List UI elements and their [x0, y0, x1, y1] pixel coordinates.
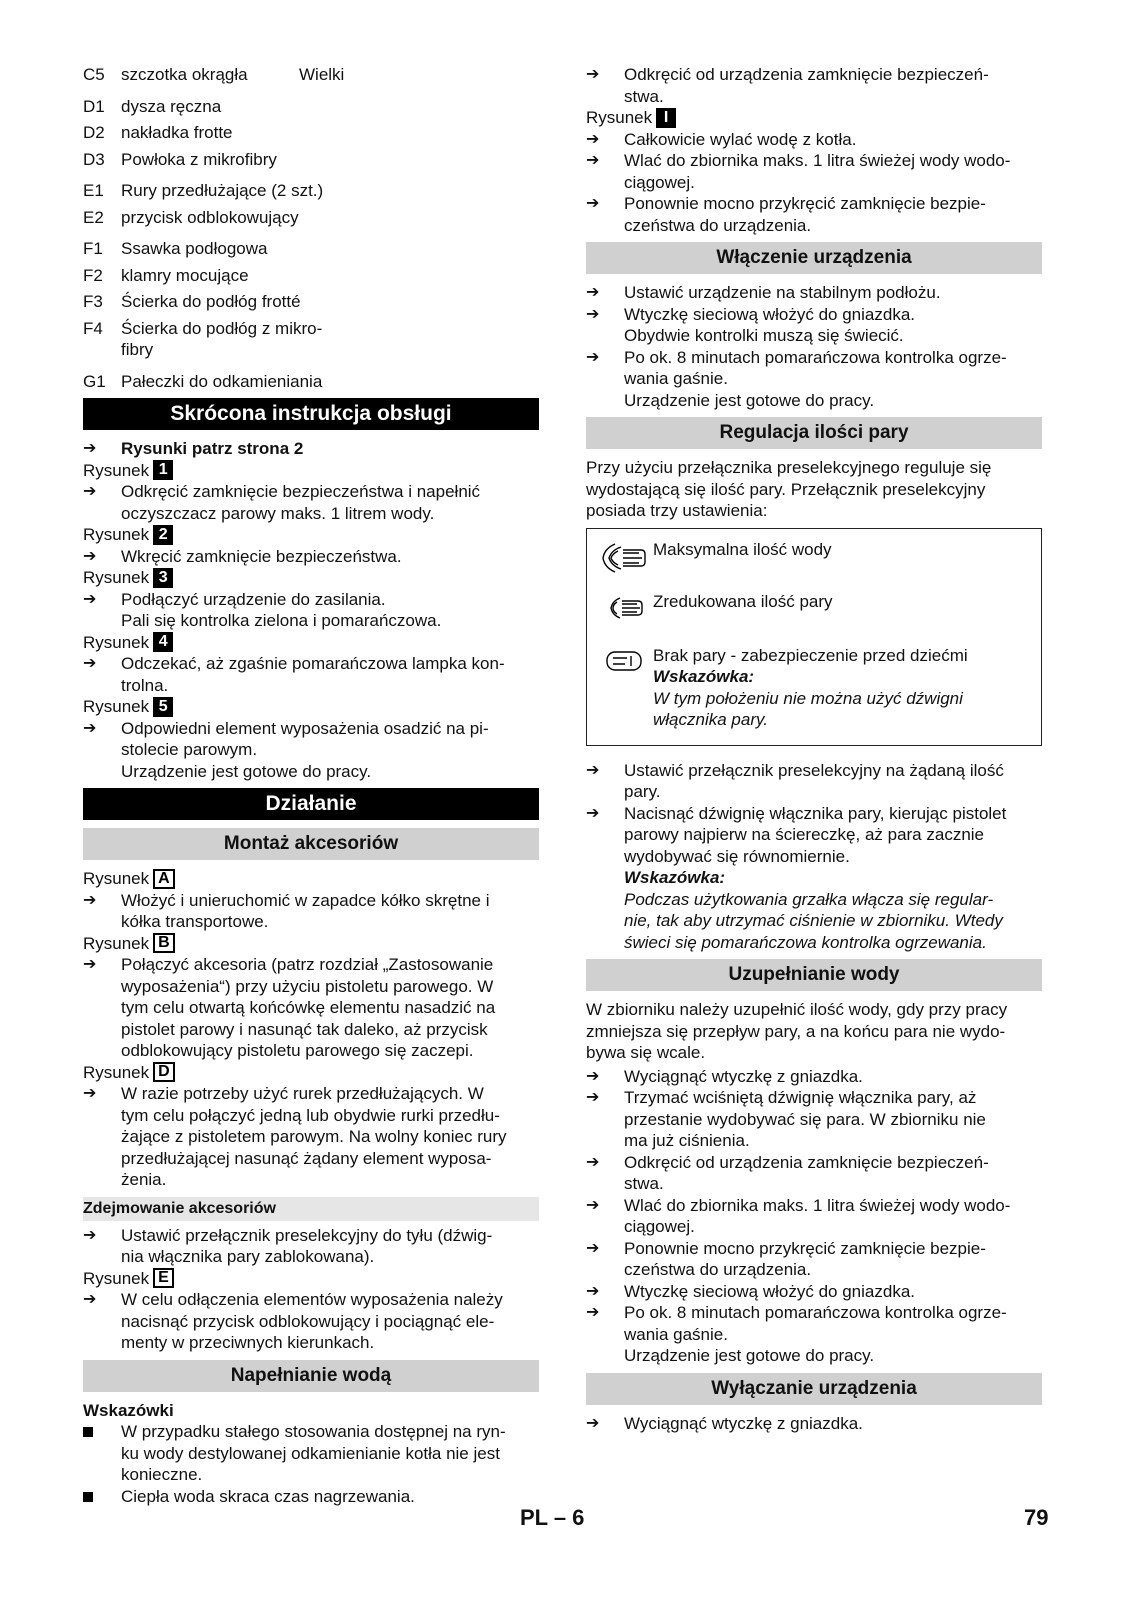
- arrow-icon: ➔: [83, 719, 97, 737]
- legend-text-line: Ścierka do podłóg z mikro-: [121, 318, 323, 338]
- step-line: Ponownie mocno przykręcić zamknięcie bezpie-: [624, 194, 986, 213]
- legend-row: [83, 265, 539, 287]
- legend-row: [83, 149, 539, 171]
- step: [83, 890, 539, 933]
- legend-code: D1: [83, 96, 105, 116]
- legend-text: Powłoka z mikrofibry: [121, 149, 277, 169]
- step-text: [624, 64, 1042, 107]
- step-line: stwa.: [624, 1174, 664, 1193]
- subsection-title-switch-off: Wyłączanie urządzenia: [586, 1373, 1042, 1405]
- legend-text: szczotka okrągła: [121, 65, 248, 84]
- step-text: [121, 954, 539, 1062]
- legend-code: F4: [83, 318, 103, 338]
- step-text: [624, 150, 1042, 193]
- figure-ref: [83, 933, 539, 955]
- figure-letter-badge: A: [153, 869, 175, 889]
- arrow-icon: ➔: [586, 305, 600, 323]
- step-text: [121, 1289, 539, 1354]
- figure-ref: [83, 696, 539, 718]
- arrow-icon: ➔: [586, 348, 600, 366]
- figure-ref: [83, 567, 539, 589]
- step: [83, 1289, 539, 1354]
- steam-settings-box: [586, 528, 1042, 746]
- note-label: Wskazówka:: [653, 667, 755, 686]
- arrow-icon: ➔: [83, 1291, 97, 1308]
- footer-page-number: 79: [1024, 1505, 1049, 1530]
- step-line: Urządzenie jest gotowe do pracy.: [624, 390, 875, 410]
- arrow-icon: ➔: [586, 1414, 600, 1432]
- paragraph-line: Przy użyciu przełącznika preselekcyjnego reguluje się: [586, 458, 992, 477]
- subsection-title-switch-on: Włączenie urządzenia: [586, 242, 1042, 274]
- arrow-icon: ➔: [586, 1304, 600, 1321]
- setting-line: Brak pary - zabezpieczenie przed dziećmi: [653, 645, 968, 665]
- step-text: [624, 1087, 1042, 1152]
- figure-letter-badge: I: [656, 108, 676, 128]
- step: [586, 193, 1042, 236]
- step: [586, 1066, 1042, 1088]
- step: [83, 653, 539, 696]
- legend-row: [83, 180, 539, 202]
- arrow-icon: ➔: [586, 1153, 600, 1171]
- figure-label: Rysunek: [586, 108, 653, 127]
- left-column: [83, 64, 539, 1507]
- step-text: [121, 653, 539, 696]
- step: [586, 1413, 1042, 1435]
- step-line: W razie potrzeby użyć rurek przedłużających. W: [121, 1084, 484, 1103]
- figure-letter-badge: E: [153, 1268, 174, 1288]
- step: [83, 589, 539, 632]
- step-line: trolna.: [121, 675, 169, 695]
- step-line: Odkręcić zamknięcie bezpieczeństwa i napełnić: [121, 482, 481, 501]
- step-line: Włożyć i unieruchomić w zapadce kółko skrętne i: [121, 890, 490, 910]
- legend-text: klamry mocujące: [121, 265, 249, 285]
- step: [83, 481, 539, 524]
- figure-label: Rysunek: [83, 460, 150, 480]
- note-line: W tym położeniu nie można użyć dźwigni: [653, 688, 963, 708]
- step-text: [121, 718, 539, 783]
- step-line: pary.: [624, 782, 661, 801]
- figure-ref: [83, 524, 539, 546]
- legend-text: Pałeczki do odkamieniania: [121, 371, 323, 391]
- bullet-line: W przypadku stałego stosowania dostępnej na ryn-: [121, 1422, 506, 1441]
- setting-text: [653, 645, 1031, 731]
- step: [83, 718, 539, 783]
- step-line: ciągowej.: [624, 172, 695, 192]
- step-line: Trzymać wciśniętą dźwignię włącznika pary, aż: [624, 1088, 977, 1107]
- step: [83, 1083, 539, 1191]
- figure-number-badge: 4: [153, 632, 173, 652]
- step-text: [121, 481, 539, 524]
- figure-label: Rysunek: [83, 1062, 150, 1082]
- legend-code: F1: [83, 239, 103, 258]
- footer-language-page: PL – 6: [520, 1505, 585, 1530]
- step-text: Ustawić urządzenie na stabilnym podłożu.: [624, 283, 941, 302]
- step-line: Odkręcić od urządzenia zamknięcie bezpieczeń-: [624, 1152, 989, 1172]
- step-line: Po ok. 8 minutach pomarańczowa kontrolka ogrze-: [624, 1303, 1007, 1322]
- figure-label: Rysunek: [83, 697, 150, 716]
- step: [83, 546, 539, 568]
- step: [586, 1152, 1042, 1195]
- step-line: W celu odłączenia elementów wyposażenia należy: [121, 1290, 503, 1309]
- arrow-icon: ➔: [586, 1282, 600, 1300]
- step-line: Wlać do zbiornika maks. 1 litra świeżej wody wodo-: [624, 151, 1011, 170]
- step-line: Ponownie mocno przykręcić zamknięcie bezpie-: [624, 1238, 986, 1258]
- step: [586, 282, 1042, 304]
- step: [586, 150, 1042, 193]
- legend-code: C5: [83, 65, 105, 84]
- step: [586, 129, 1042, 151]
- legend-code: D2: [83, 123, 105, 142]
- step-line: Po ok. 8 minutach pomarańczowa kontrolka ogrze-: [624, 347, 1007, 367]
- figure-letter-badge: B: [153, 933, 175, 953]
- bullet-line: ku wody destylowanej odkamienianie kotła nie jest: [121, 1443, 500, 1463]
- step-text: Wyciągnąć wtyczkę z gniazdka.: [624, 1413, 863, 1433]
- step-text: [121, 589, 539, 632]
- paragraph: [586, 999, 1042, 1064]
- figure-ref: [83, 868, 539, 890]
- step-line: nia włącznika pary zablokowana).: [121, 1247, 375, 1266]
- step-line: Ustawić przełącznik preselekcyjny na żądaną ilość: [624, 760, 1004, 780]
- bullet-line: konieczne.: [121, 1465, 203, 1484]
- paragraph-line: wydostającą się ilość pary. Przełącznik preselekcyjny: [586, 479, 986, 499]
- legend-code: F2: [83, 265, 103, 285]
- right-column: [586, 64, 1042, 1434]
- step-line: przestanie wydobywać się para. W zbiorniku nie: [624, 1109, 986, 1129]
- step-see-figures: [83, 438, 539, 460]
- parts-legend: [83, 64, 539, 392]
- step-text: Wyciągnąć wtyczkę z gniazdka.: [624, 1066, 863, 1086]
- step-text: [624, 304, 1042, 347]
- arrow-icon: ➔: [83, 440, 97, 457]
- step-line: stwa.: [624, 86, 664, 106]
- legend-text: Ssawka podłogowa: [121, 239, 268, 258]
- subsection-title-refill: Uzupełnianie wody: [586, 959, 1042, 991]
- step-text: [624, 347, 1042, 412]
- step-line: wania gaśnie.: [624, 369, 728, 388]
- step-text: [624, 803, 1042, 954]
- step-line: przedłużającej nasunąć żądany element wyposa-: [121, 1148, 492, 1168]
- step-text: Rysunki patrz strona 2: [121, 439, 304, 458]
- figure-ref: [83, 1062, 539, 1084]
- subsection-title-steam-regulation: Regulacja ilości pary: [586, 417, 1042, 449]
- step-line: Odpowiedni element wyposażenia osadzić na pi-: [121, 718, 489, 738]
- step-text: [624, 1238, 1042, 1281]
- bullet-square-icon: [83, 1421, 121, 1486]
- step-line: żające z pistoletem parowym. Na wolny koniec rury: [121, 1127, 507, 1146]
- arrow-icon: ➔: [586, 1239, 600, 1257]
- step-text: [624, 1302, 1042, 1367]
- step-line: Odkręcić od urządzenia zamknięcie bezpieczeń-: [624, 65, 989, 84]
- step-line: wydobywać się równomiernie.: [624, 846, 850, 866]
- figure-ref: [83, 632, 539, 654]
- figure-number-badge: 5: [153, 697, 173, 717]
- step-line: odblokowujący pistoletu parowego się zaczepi.: [121, 1041, 474, 1060]
- figure-number-badge: 1: [153, 460, 173, 480]
- notes-heading: Wskazówki: [83, 1400, 174, 1420]
- step-line: czeństwa do urządzenia.: [624, 215, 812, 235]
- arrow-icon: ➔: [83, 1226, 97, 1244]
- legend-row: [83, 371, 539, 393]
- step: [586, 1087, 1042, 1152]
- figure-label: Rysunek: [83, 1268, 150, 1288]
- step: [586, 760, 1042, 803]
- step-line: Urządzenie jest gotowe do pracy.: [121, 761, 372, 781]
- step-text: Wkręcić zamknięcie bezpieczeństwa.: [121, 546, 402, 566]
- legend-code: E2: [83, 207, 104, 227]
- legend-text: [121, 318, 322, 361]
- step-line: Odczekać, aż zgaśnie pomarańczowa lampka kon-: [121, 654, 505, 673]
- step-line: menty w przeciwnych kierunkach.: [121, 1333, 375, 1352]
- paragraph-line: posiada trzy ustawienia:: [586, 501, 768, 520]
- step-line: Pali się kontrolka zielona i pomarańczowa.: [121, 611, 442, 630]
- bullet-text: Ciepła woda skraca czas nagrzewania.: [121, 1486, 415, 1506]
- arrow-icon: ➔: [586, 195, 600, 212]
- step: [586, 1281, 1042, 1303]
- figure-ref: [83, 1268, 539, 1290]
- arrow-icon: ➔: [586, 284, 600, 301]
- step: [586, 1302, 1042, 1367]
- step: [586, 1195, 1042, 1238]
- figure-number-badge: 2: [153, 525, 173, 545]
- step-text: [624, 193, 1042, 236]
- legend-text-line: fibry: [121, 340, 154, 359]
- step-line: Ustawić przełącznik preselekcyjny do tyłu (dźwig-: [121, 1225, 493, 1245]
- legend-code: D3: [83, 149, 105, 169]
- legend-text: nakładka frotte: [121, 123, 233, 142]
- reduced-steam-icon: [595, 591, 653, 623]
- note-bullet: [83, 1486, 539, 1508]
- step-text: [624, 760, 1042, 803]
- step-line: stolecie parowym.: [121, 740, 258, 759]
- step: [586, 1238, 1042, 1281]
- step: [586, 803, 1042, 954]
- arrow-icon: ➔: [586, 761, 600, 779]
- step-line: tym celu połączyć jedną lub obydwie rurki przedłu-: [121, 1105, 500, 1125]
- subsection-title-remove: Zdejmowanie akcesoriów: [83, 1197, 539, 1221]
- figure-label: Rysunek: [83, 525, 150, 544]
- arrow-icon: ➔: [586, 152, 600, 169]
- legend-row: [83, 318, 539, 361]
- legend-row: [83, 96, 539, 118]
- legend-extra: Wielki: [299, 65, 345, 84]
- step: [586, 304, 1042, 347]
- arrow-icon: ➔: [586, 1067, 600, 1085]
- note-line: włącznika pary.: [653, 710, 768, 729]
- setting-row-no-steam: [595, 645, 1031, 731]
- step-line: Wtyczkę sieciową włożyć do gniazdka.: [624, 304, 916, 324]
- bullet-square-icon: [83, 1486, 121, 1508]
- bullet-text: [121, 1421, 506, 1486]
- note-label: Wskazówka:: [624, 868, 726, 887]
- legend-text: Rury przedłużające (2 szt.): [121, 181, 324, 200]
- figure-label: Rysunek: [83, 568, 150, 587]
- step-line: Nacisnąć dźwignię włącznika pary, kierując pistolet: [624, 803, 1007, 823]
- setting-text: Zredukowana ilość pary: [653, 591, 833, 611]
- arrow-icon: ➔: [586, 66, 600, 83]
- step-line: ma już ciśnienia.: [624, 1131, 750, 1150]
- step: [586, 347, 1042, 412]
- figure-label: Rysunek: [83, 933, 150, 953]
- setting-text: Maksymalna ilość wody: [653, 539, 832, 559]
- arrow-icon: ➔: [83, 483, 97, 500]
- step-line: oczyszczacz parowy maks. 1 litrem wody.: [121, 503, 435, 523]
- arrow-icon: ➔: [586, 804, 600, 822]
- no-steam-lock-icon: [595, 645, 653, 731]
- legend-code: G1: [83, 371, 106, 391]
- step: [83, 1225, 539, 1268]
- step-line: wania gaśnie.: [624, 1324, 728, 1344]
- legend-row: [83, 64, 539, 86]
- subsection-title-fill: Napełnianie wodą: [83, 1360, 539, 1392]
- step-line: Wlać do zbiornika maks. 1 litra świeżej wody wodo-: [624, 1195, 1011, 1215]
- step-line: kółka transportowe.: [121, 912, 269, 931]
- note-bullet: [83, 1421, 539, 1486]
- step-line: Podłączyć urządzenie do zasilania.: [121, 589, 386, 609]
- subsection-title-mount: Montaż akcesoriów: [83, 828, 539, 860]
- legend-code: E1: [83, 181, 104, 200]
- arrow-icon: ➔: [83, 1085, 97, 1102]
- arrow-icon: ➔: [83, 655, 97, 672]
- step-line: pistolet parowy i nasunąć tak daleko, aż przycisk: [121, 1019, 488, 1039]
- paragraph-line: W zbiorniku należy uzupełnić ilość wody, gdy przy pracy: [586, 1000, 1008, 1019]
- step-text: [121, 1083, 539, 1191]
- figure-ref: [83, 460, 539, 482]
- step-line: żenia.: [121, 1170, 167, 1189]
- figure-label: Rysunek: [83, 869, 150, 888]
- legend-text: dysza ręczna: [121, 96, 222, 116]
- max-steam-icon: [595, 539, 653, 575]
- legend-code: F3: [83, 292, 103, 311]
- step-line: ciągowej.: [624, 1217, 695, 1236]
- paragraph: [586, 457, 1042, 522]
- paragraph-line: zmniejsza się przepływ pary, a na końcu para nie wydo-: [586, 1021, 1006, 1041]
- figure-label: Rysunek: [83, 632, 150, 652]
- step-line: tym celu otwartą końcówkę elementu nasadzić na: [121, 998, 496, 1017]
- legend-row: [83, 238, 539, 260]
- setting-row-reduced: [595, 591, 1031, 623]
- step-line: wyposażenia“) przy użyciu pistoletu parowego. W: [121, 976, 494, 996]
- setting-row-max: [595, 539, 1031, 575]
- step-text: Całkowicie wylać wodę z kotła.: [624, 129, 857, 149]
- arrow-icon: ➔: [83, 547, 97, 565]
- step-text: [121, 890, 539, 933]
- figure-number-badge: 3: [153, 568, 173, 588]
- step-line: czeństwa do urządzenia.: [624, 1260, 812, 1279]
- step-line: Połączyć akcesoria (patrz rozdział „Zastosowanie: [121, 955, 494, 974]
- step-line: nacisnąć przycisk odblokowujący i pociągnąć ele-: [121, 1311, 495, 1331]
- arrow-icon: ➔: [83, 956, 97, 973]
- arrow-icon: ➔: [586, 1089, 600, 1106]
- step: [83, 954, 539, 1062]
- legend-row: [83, 122, 539, 144]
- step-text: Wtyczkę sieciową włożyć do gniazdka.: [624, 1281, 916, 1301]
- arrow-icon: ➔: [586, 1196, 600, 1214]
- step-line: Urządzenie jest gotowe do pracy.: [624, 1346, 875, 1365]
- section-title-operation: Działanie: [83, 788, 539, 820]
- section-title-quick-guide: Skrócona instrukcja obsługi: [83, 398, 539, 430]
- figure-letter-badge: D: [153, 1062, 175, 1082]
- step-text: [624, 1152, 1042, 1195]
- step-line: Obydwie kontrolki muszą się świecić.: [624, 326, 904, 345]
- legend-row: [83, 291, 539, 313]
- legend-row: [83, 207, 539, 229]
- step-text: [121, 1225, 539, 1268]
- legend-text: Ścierka do podłóg frotté: [121, 292, 301, 311]
- step: [586, 64, 1042, 107]
- step-text: [624, 1195, 1042, 1238]
- paragraph-line: bywa się wcale.: [586, 1043, 706, 1062]
- note-line: nie, tak aby utrzymać ciśnienie w zbiorniku. Wtedy: [624, 911, 1003, 930]
- legend-text: przycisk odblokowujący: [121, 207, 299, 227]
- note-line: świeci się pomarańczowa kontrolka ogrzewania.: [624, 932, 987, 952]
- arrow-icon: ➔: [83, 590, 97, 608]
- note-line: Podczas użytkowania grzałka włącza się regular-: [624, 889, 994, 909]
- arrow-icon: ➔: [586, 130, 600, 148]
- step-line: parowy najpierw na ściereczkę, aż para zacznie: [624, 825, 985, 844]
- arrow-icon: ➔: [83, 891, 97, 909]
- figure-ref: [586, 107, 1042, 129]
